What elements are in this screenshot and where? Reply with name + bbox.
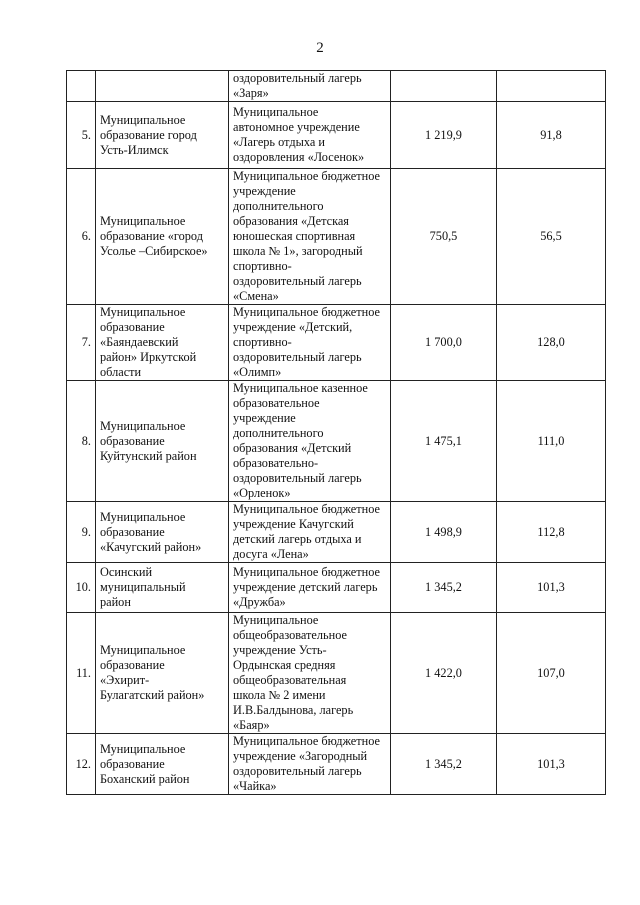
organization-cell [229, 563, 391, 613]
table-row [67, 305, 606, 381]
value1-cell [391, 169, 497, 305]
row-number-cell [67, 305, 96, 381]
value1-cell [391, 613, 497, 734]
row-number-cell [67, 502, 96, 563]
organization-cell [229, 71, 391, 102]
organization-cell-text: Муниципальное бюджетное учреждение «Детский, спортивно- оздоровительный лагерь «Олимп» [233, 305, 380, 379]
organization-cell [229, 502, 391, 563]
value1-cell-text: 1 498,9 [425, 524, 462, 539]
value1-cell [391, 563, 497, 613]
value2-cell-text: 91,8 [540, 127, 562, 142]
value1-cell-text: 1 700,0 [425, 335, 462, 349]
table-row [67, 169, 606, 305]
organization-cell-text: оздоровительный лагерь «Заря» [233, 71, 362, 100]
page-number: 2 [316, 40, 324, 56]
value2-cell-text: 107,0 [537, 665, 565, 680]
municipality-cell-text: Муниципальное образование город Усть-Илимск [100, 112, 197, 157]
municipality-cell [96, 381, 229, 502]
value1-cell [391, 305, 497, 381]
municipality-cell-text: Муниципальное образование «Эхирит- Булагатский район» [100, 643, 205, 702]
row-number-cell [67, 169, 96, 305]
municipality-cell-text: Муниципальное образование «Качугский район» [100, 509, 202, 554]
row-number-cell [67, 102, 96, 169]
value2-cell-text: 111,0 [537, 433, 565, 448]
row-number-cell [67, 734, 96, 795]
organization-cell-text: Муниципальное бюджетное учреждение дополнительного образования «Детская юношеская спортивная школа № 1», загородный спортивно- оздоровительный лагерь «Смена» [233, 169, 380, 303]
row-number-cell [67, 71, 96, 102]
municipality-cell [96, 613, 229, 734]
municipality-cell-text: Муниципальное образование Куйтунский район [100, 418, 197, 463]
row-number-cell-text: 6. [81, 229, 91, 243]
value2-cell [497, 305, 606, 381]
organization-cell-text: Муниципальное бюджетное учреждение детский лагерь «Дружба» [233, 565, 380, 609]
row-number-cell-text: 5. [81, 127, 91, 142]
value1-cell [391, 734, 497, 795]
value2-cell-text: 101,3 [537, 756, 565, 771]
municipality-cell-text: Муниципальное образование «Баяндаевский район» Иркутской области [100, 305, 197, 379]
row-number-cell [67, 613, 96, 734]
organization-cell-text: Муниципальное общеобразовательное учреждение Усть- Ордынская средняя общеобразовательная школа № 2 имени И.В.Балдынова, лагерь «Баяр» [233, 613, 354, 732]
organization-cell [229, 305, 391, 381]
row-number-cell [67, 381, 96, 502]
value2-cell [497, 734, 606, 795]
municipality-cell [96, 734, 229, 795]
organization-cell [229, 381, 391, 502]
municipality-cell-text: Муниципальное образование Боханский район [100, 741, 190, 786]
value2-cell [497, 502, 606, 563]
value2-cell [497, 71, 606, 102]
row-number-cell-text: 9. [81, 524, 91, 539]
value1-cell [391, 502, 497, 563]
value1-cell [391, 381, 497, 502]
municipality-cell-text: Муниципальное образование «город Усолье –Сибирское» [100, 214, 208, 258]
municipality-cell [96, 71, 229, 102]
value1-cell-text: 1 475,1 [425, 433, 462, 448]
value2-cell-text: 56,5 [540, 229, 562, 243]
camps-table [66, 70, 606, 795]
row-number-cell-text: 8. [81, 433, 91, 448]
organization-cell-text: Муниципальное бюджетное учреждение Качугский детский лагерь отдыха и досуга «Лена» [233, 502, 380, 561]
row-number-cell-text: 12. [75, 756, 91, 771]
organization-cell-text: Муниципальное бюджетное учреждение «Загородный оздоровительный лагерь «Чайка» [233, 734, 380, 793]
value1-cell [391, 71, 497, 102]
organization-cell-text: Муниципальное автономное учреждение «Лагерь отдыха и оздоровления «Лосенок» [233, 105, 365, 164]
table-row [67, 381, 606, 502]
organization-cell-text: Муниципальное казенное образовательное учреждение дополнительного образования «Детский образовательно- оздоровительный лагерь «Орленок» [233, 381, 368, 500]
organization-cell [229, 169, 391, 305]
table-row [67, 734, 606, 795]
value2-cell [497, 102, 606, 169]
value2-cell-text: 128,0 [537, 335, 565, 349]
row-number-cell [67, 563, 96, 613]
value2-cell [497, 613, 606, 734]
value1-cell [391, 102, 497, 169]
value2-cell-text: 112,8 [537, 524, 565, 539]
municipality-cell [96, 169, 229, 305]
table-row [67, 502, 606, 563]
value1-cell-text: 1 345,2 [425, 756, 462, 771]
value1-cell-text: 1 422,0 [425, 665, 462, 680]
table-row [67, 613, 606, 734]
municipality-cell [96, 502, 229, 563]
municipality-cell [96, 305, 229, 381]
table-body [67, 71, 606, 795]
table-row [67, 71, 606, 102]
municipality-cell-text: Осинский муниципальный район [100, 565, 186, 609]
value2-cell-text: 101,3 [537, 580, 565, 594]
organization-cell [229, 613, 391, 734]
table-row [67, 563, 606, 613]
value1-cell-text: 1 219,9 [425, 127, 462, 142]
table-row [67, 102, 606, 169]
municipality-cell [96, 563, 229, 613]
organization-cell [229, 102, 391, 169]
row-number-cell-text: 10. [75, 580, 91, 594]
value2-cell [497, 169, 606, 305]
row-number-cell-text: 7. [81, 335, 91, 349]
value2-cell [497, 381, 606, 502]
value2-cell [497, 563, 606, 613]
municipality-cell [96, 102, 229, 169]
organization-cell [229, 734, 391, 795]
row-number-cell-text: 11. [76, 665, 91, 680]
value1-cell-text: 750,5 [429, 229, 458, 243]
value1-cell-text: 1 345,2 [425, 580, 462, 594]
